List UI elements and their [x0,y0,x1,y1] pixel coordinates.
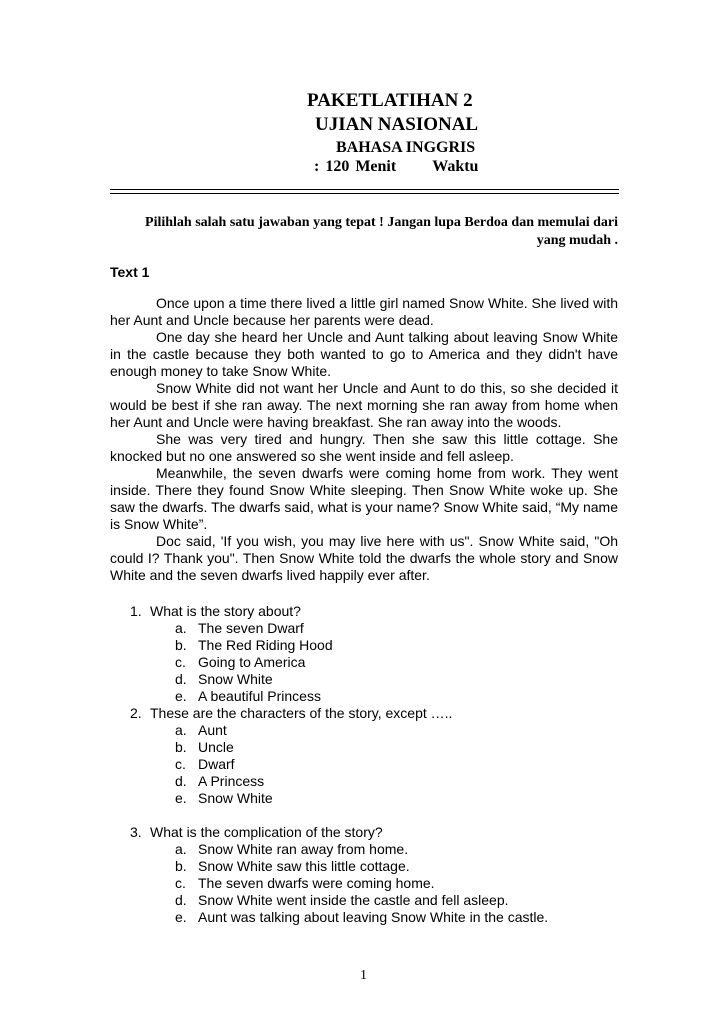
answer-option [110,773,618,790]
answer-option [110,909,618,926]
option-letter: d. [175,892,187,908]
question-item [110,603,618,705]
answer-option [110,858,618,875]
option-text: Snow White [198,790,273,806]
answer-option [110,722,618,739]
header-rule-top [110,189,619,190]
header-subtitle: UJIAN NASIONAL [315,114,479,135]
option-text: Aunt [198,722,227,738]
answer-option [110,875,618,892]
option-letter: a. [175,841,187,857]
option-letter: a. [175,722,187,738]
question-list [110,603,618,926]
option-letter: e. [175,790,187,806]
story-paragraph: She was very tired and hungry. Then she saw this little cottage. She knocked but no one answered so she went inside and fell asleep. [110,431,618,464]
option-text: Snow White went inside the castle and fell asleep. [198,892,509,908]
question-number: 2. [130,705,142,721]
option-text: The seven dwarfs were coming home. [198,875,435,891]
instruction-line: Pilihlah salah satu jawaban yang tepat ! Jangan lupa Berdoa dan memulai dari [145,215,618,230]
option-text: Aunt was talking about leaving Snow White in the castle. [198,909,549,925]
story-paragraph: Doc said, 'If you wish, you may live here with us". Snow White said, "Oh could I? Thank you". Then Snow White told the dwarfs the whole story and Snow White and the seven dwarfs lived happily ever after. [110,533,618,583]
story-paragraph: Snow White did not want her Uncle and Aunt to do this, so she decided it would be best if she ran away. The next morning she ran away from home when her Aunt and Uncle were having breakfast. She ran away into the woods. [110,380,618,430]
option-text: The Red Riding Hood [198,637,333,653]
answer-option [110,790,618,807]
option-text: Dwarf [198,756,235,772]
option-text: Snow White saw this little cottage. [198,858,410,874]
option-letter: c. [175,654,186,670]
option-letter: b. [175,739,187,755]
question-number: 1. [130,603,142,619]
option-text: A beautiful Princess [198,688,321,704]
answer-option [110,671,618,688]
text-title: Text 1 [110,264,150,280]
header-rule-bottom [110,193,619,194]
option-letter: c. [175,875,186,891]
question-text: These are the characters of the story, except ….. [150,705,453,721]
duration-value: : 120 Menit [314,158,397,175]
header-subject: BAHASA INGGRIS [336,139,476,156]
option-text: Snow White ran away from home. [198,841,409,857]
answer-option [110,892,618,909]
answer-option [110,620,618,637]
option-text: A Princess [198,773,265,789]
option-text: Going to America [198,654,306,670]
time-label: Waktu [432,158,479,175]
story-paragraph: One day she heard her Uncle and Aunt talking about leaving Snow White in the castle because they both wanted to go to America and they didn't have enough money to take Snow White. [110,329,618,379]
question-item [110,824,618,926]
option-text: Uncle [198,739,234,755]
option-text: The seven Dwarf [198,620,304,636]
option-letter: e. [175,688,187,704]
option-letter: e. [175,909,187,925]
option-letter: d. [175,773,187,789]
story-text [110,295,618,584]
answer-option [110,756,618,773]
question-text: What is the complication of the story? [150,824,383,840]
answer-option [110,654,618,671]
instruction-line: yang mudah . [536,233,618,248]
answer-option [110,688,618,705]
option-text: Snow White [198,671,273,687]
answer-option [110,739,618,756]
option-letter: a. [175,620,187,636]
option-letter: d. [175,671,187,687]
instructions [120,214,618,250]
page-number: 1 [360,968,367,983]
option-letter: c. [175,756,186,772]
story-paragraph: Meanwhile, the seven dwarfs were coming home from work. They went inside. There they found Snow White sleeping. Then Snow White woke up. She saw the dwarfs. The dwarfs said, what is your name? Snow White said, “My name is Snow White”. [110,465,618,532]
question-item [110,705,618,807]
header-duration [314,158,478,176]
question-number: 3. [130,824,142,840]
option-letter: b. [175,858,187,874]
header-title: PAKETLATIHAN 2 [307,90,473,111]
answer-option [110,841,618,858]
story-paragraph: Once upon a time there lived a little girl named Snow White. She lived with her Aunt and Uncle because her parents were dead. [110,295,618,328]
answer-option [110,637,618,654]
option-letter: b. [175,637,187,653]
question-text: What is the story about? [150,603,301,619]
